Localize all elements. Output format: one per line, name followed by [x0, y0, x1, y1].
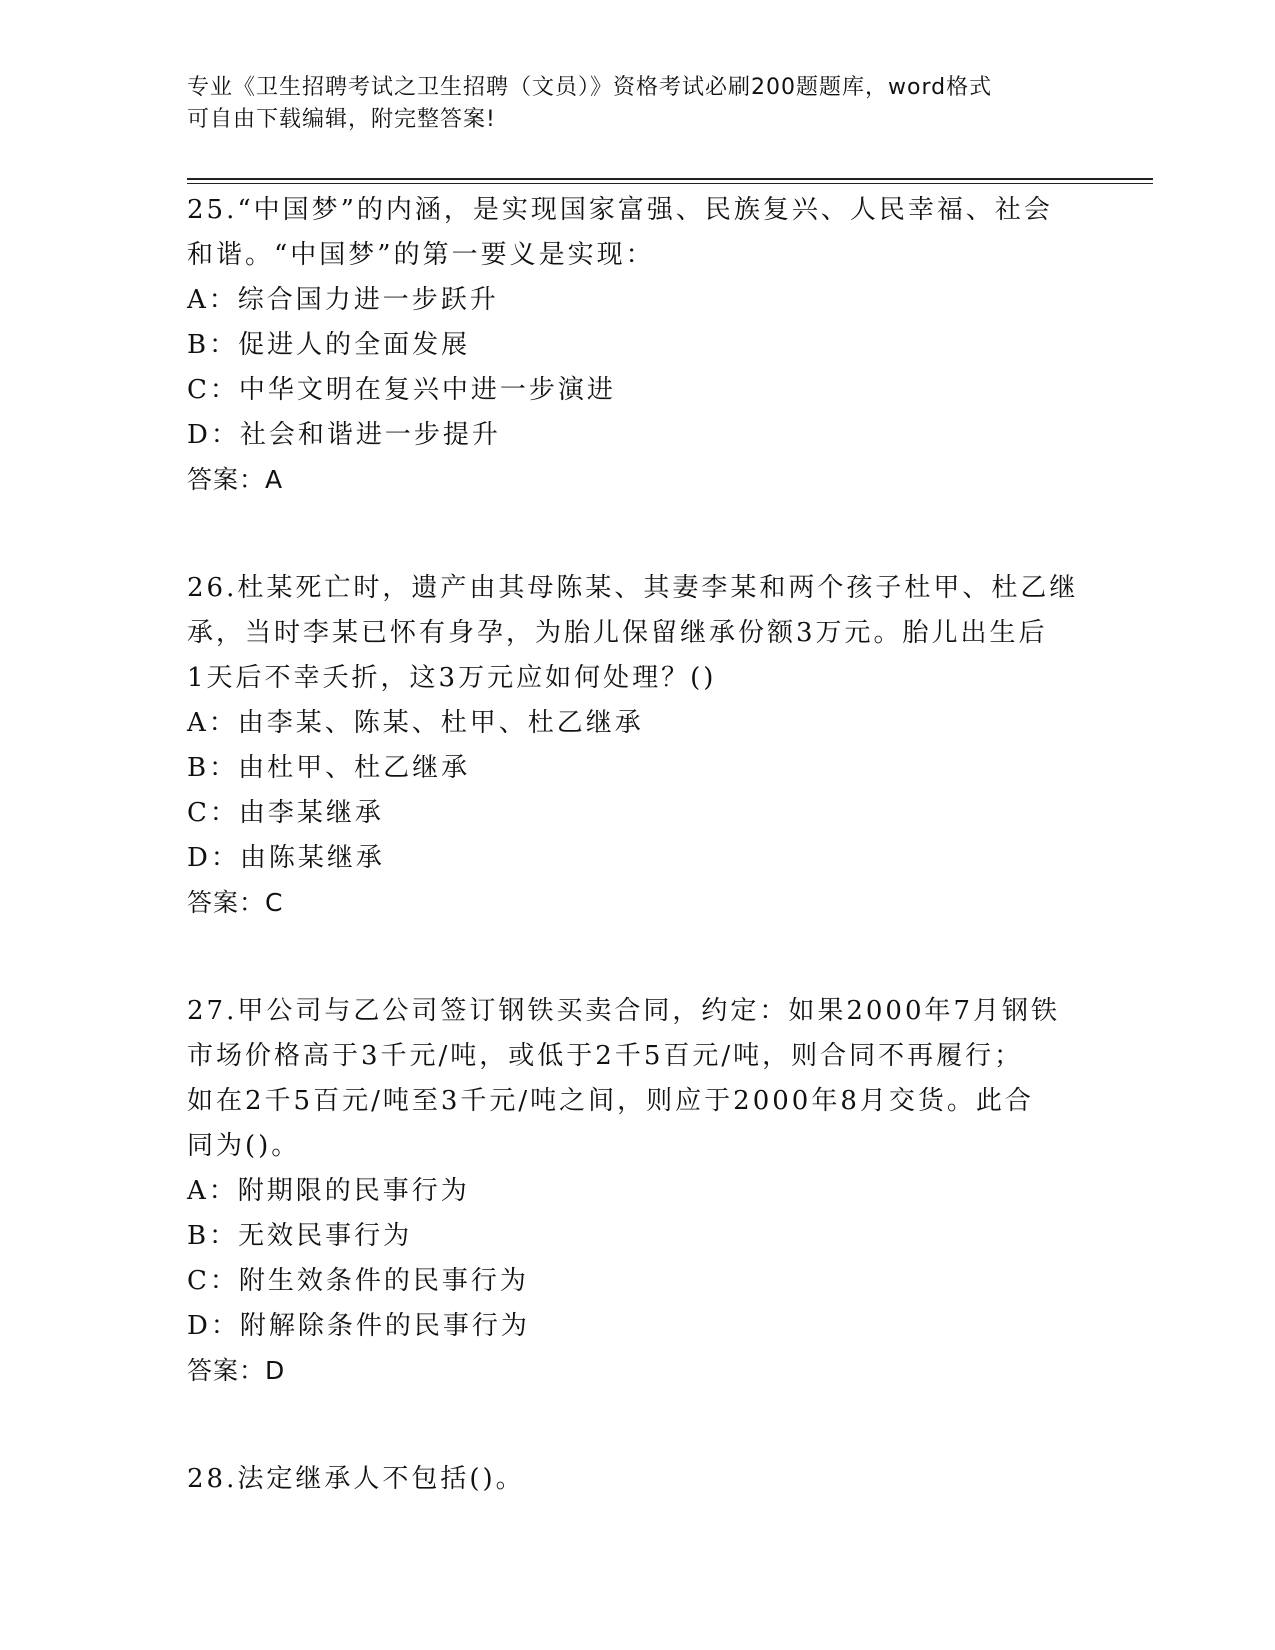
- option-d: D：附解除条件的民事行为: [187, 1311, 530, 1341]
- question-25: [187, 188, 1087, 502]
- question-26: [187, 566, 1087, 925]
- question-text-line: 28.法定继承人不包括()。: [187, 1464, 525, 1494]
- answer: 答案：A: [187, 465, 284, 494]
- answer: 答案：D: [187, 1356, 286, 1385]
- header-line-2: 可自由下载编辑，附完整答案!: [187, 107, 496, 132]
- answer: 答案：C: [187, 888, 284, 917]
- option-b: B：由杜甲、杜乙继承: [187, 753, 471, 783]
- question-text-line: 市场价格高于3千元/吨，或低于2千5百元/吨，则合同不再履行；: [187, 1041, 1024, 1071]
- header-line-1: 专业《卫生招聘考试之卫生招聘（文员）》资格考试必刷200题题库，word格式: [187, 75, 993, 100]
- question-28: [187, 1457, 1087, 1502]
- option-a: A：附期限的民事行为: [187, 1176, 470, 1206]
- option-c: C：中华文明在复兴中进一步演进: [187, 375, 616, 405]
- question-27: [187, 989, 1087, 1393]
- option-a: A：由李某、陈某、杜甲、杜乙继承: [187, 708, 644, 738]
- question-text-line: 如在2千5百元/吨至3千元/吨之间，则应于2000年8月交货。此合: [187, 1086, 1034, 1116]
- option-b: B：促进人的全面发展: [187, 330, 471, 360]
- question-text-line: 承，当时李某已怀有身孕，为胎儿保留继承份额3万元。胎儿出生后: [187, 618, 1048, 648]
- question-text-line: 26.杜某死亡时，遗产由其母陈某、其妻李某和两个孩子杜甲、杜乙继: [187, 573, 1079, 603]
- question-text-line: 25.“中国梦”的内涵，是实现国家富强、民族复兴、人民幸福、社会: [187, 195, 1053, 225]
- document-header: [187, 72, 1067, 136]
- option-c: C：由李某继承: [187, 798, 384, 828]
- option-d: D：由陈某继承: [187, 843, 385, 873]
- option-b: B：无效民事行为: [187, 1221, 413, 1251]
- question-text-line: 1天后不幸夭折，这3万元应如何处理？(): [187, 663, 717, 693]
- question-text-line: 同为()。: [187, 1131, 301, 1161]
- header-divider-thick: [187, 178, 1153, 180]
- question-list: [187, 188, 1087, 1502]
- header-divider-thin: [187, 183, 1153, 184]
- question-text-line: 27.甲公司与乙公司签订钢铁买卖合同，约定：如果2000年7月钢铁: [187, 996, 1061, 1026]
- option-d: D：社会和谐进一步提升: [187, 420, 501, 450]
- question-text-line: 和谐。“中国梦”的第一要义是实现：: [187, 240, 655, 270]
- option-a: A：综合国力进一步跃升: [187, 285, 499, 315]
- option-c: C：附生效条件的民事行为: [187, 1266, 529, 1296]
